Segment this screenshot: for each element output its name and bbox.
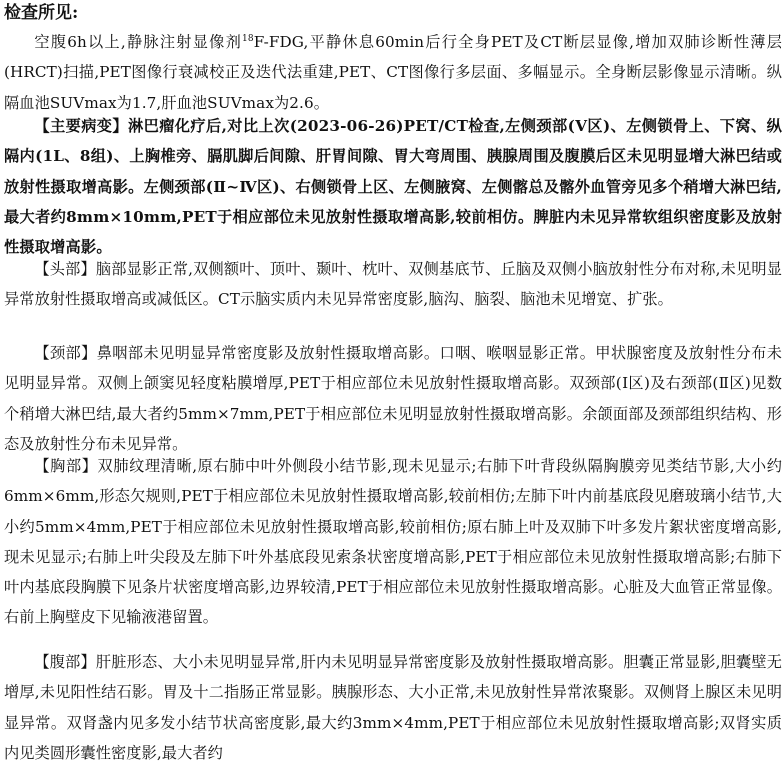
abdomen-paragraph	[4, 647, 782, 761]
chest-tag: 【胸部】	[34, 457, 98, 475]
main-lesion-text: 淋巴瘤化疗后,对比上次(2023-06-26)PET/CT检查,左侧颈部(Ⅴ区)、左侧锁骨上、下窝、纵隔内(1L、8组)、上胸椎旁、膈肌脚后间隙、肝胃间隙、胃大弯周围、胰腺周围及腹膜后区未见明显增大淋巴结或放射性摄取增高影。左侧颈部(Ⅱ~Ⅳ区)、右侧锁骨上区、左侧腋窝、左侧髂总及髂外血管旁见多个稍增大淋巴结,最大者约8mm×10mm,PET于相应部位未见放射性摄取增高影,较前相仿。脾脏内未见异常软组织密度影及放射性摄取增高影。	[4, 117, 782, 257]
isotope-superscript: 18	[242, 34, 254, 44]
neck-tag: 【颈部】	[34, 344, 97, 362]
technique-text-b: F-FDG,平静休息60min后行全身PET及CT断层显像,增加双肺诊断性薄层(HRCT)扫描,PET图像行衰减校正及迭代法重建,PET、CT图像行多层面、多幅显示。全身断层影像显示清晰。纵隔血池SUVmax为1.7,肝血池SUVmax为2.6。	[4, 33, 782, 112]
abdomen-text: 肝脏形态、大小未见明显异常,肝内未见明显异常密度影及放射性摄取增高影。胆囊正常显影,胆囊壁无增厚,未见阳性结石影。胃及十二指肠正常显影。胰腺形态、大小正常,未见放射性异常浓聚影。双侧肾上腺区未见明显异常。双肾盏内见多发小结节状高密度影,最大约3mm×4mm,PET于相应部位未见放射性摄取增高影;双肾实质内见类圆形囊性密度影,最大者约	[4, 653, 782, 761]
head-tag: 【头部】	[34, 260, 96, 278]
technique-paragraph	[4, 27, 782, 118]
technique-text-a: 空腹6h以上,静脉注射显像剂	[34, 33, 243, 51]
main-lesion-paragraph	[4, 111, 782, 262]
chest-paragraph	[4, 451, 782, 633]
head-paragraph	[4, 254, 782, 315]
neck-text: 鼻咽部未见明显异常密度影及放射性摄取增高影。口咽、喉咽显影正常。甲状腺密度及放射性分布未见明显异常。双侧上颌窦见轻度粘膜增厚,PET于相应部位未见放射性摄取增高影。双颈部(Ⅰ区)及右颈部(Ⅱ区)见数个稍增大淋巴结,最大者约5mm×7mm,PET于相应部位未见明显放射性摄取增高影。余颌面部及颈部组织结构、形态及放射性分布未见异常。	[4, 344, 782, 453]
findings-heading: 检查所见:	[4, 3, 79, 23]
chest-text: 双肺纹理清晰,原右肺中叶外侧段小结节影,现未见显示;右肺下叶背段纵隔胸膜旁见类结节影,大小约6mm×6mm,形态欠规则,PET于相应部位未见放射性摄取增高影,较前相仿;左肺下叶内前基底段见磨玻璃小结节,大小约5mm×4mm,PET于相应部位未见放射性摄取增高影,较前相仿;原右肺上叶及双肺下叶多发片絮状密度增高影,现未见显示;右肺上叶尖段及左肺下叶外基底段见索条状密度增高影,PET于相应部位未见放射性摄取增高影;右肺下叶内基底段胸膜下见条片状密度增高影,边界较清,PET于相应部位未见放射性摄取增高影。心脏及大血管正常显像。右前上胸壁皮下见输液港留置。	[4, 457, 782, 627]
head-text: 脑部显影正常,双侧额叶、顶叶、颞叶、枕叶、双侧基底节、丘脑及双侧小脑放射性分布对称,未见明显异常放射性摄取增高或减低区。CT示脑实质内未见异常密度影,脑沟、脑裂、脑池未见增宽、扩张。	[4, 260, 782, 309]
neck-paragraph	[4, 338, 782, 459]
abdomen-tag: 【腹部】	[34, 653, 96, 671]
main-lesion-tag: 【主要病变】	[34, 117, 128, 135]
